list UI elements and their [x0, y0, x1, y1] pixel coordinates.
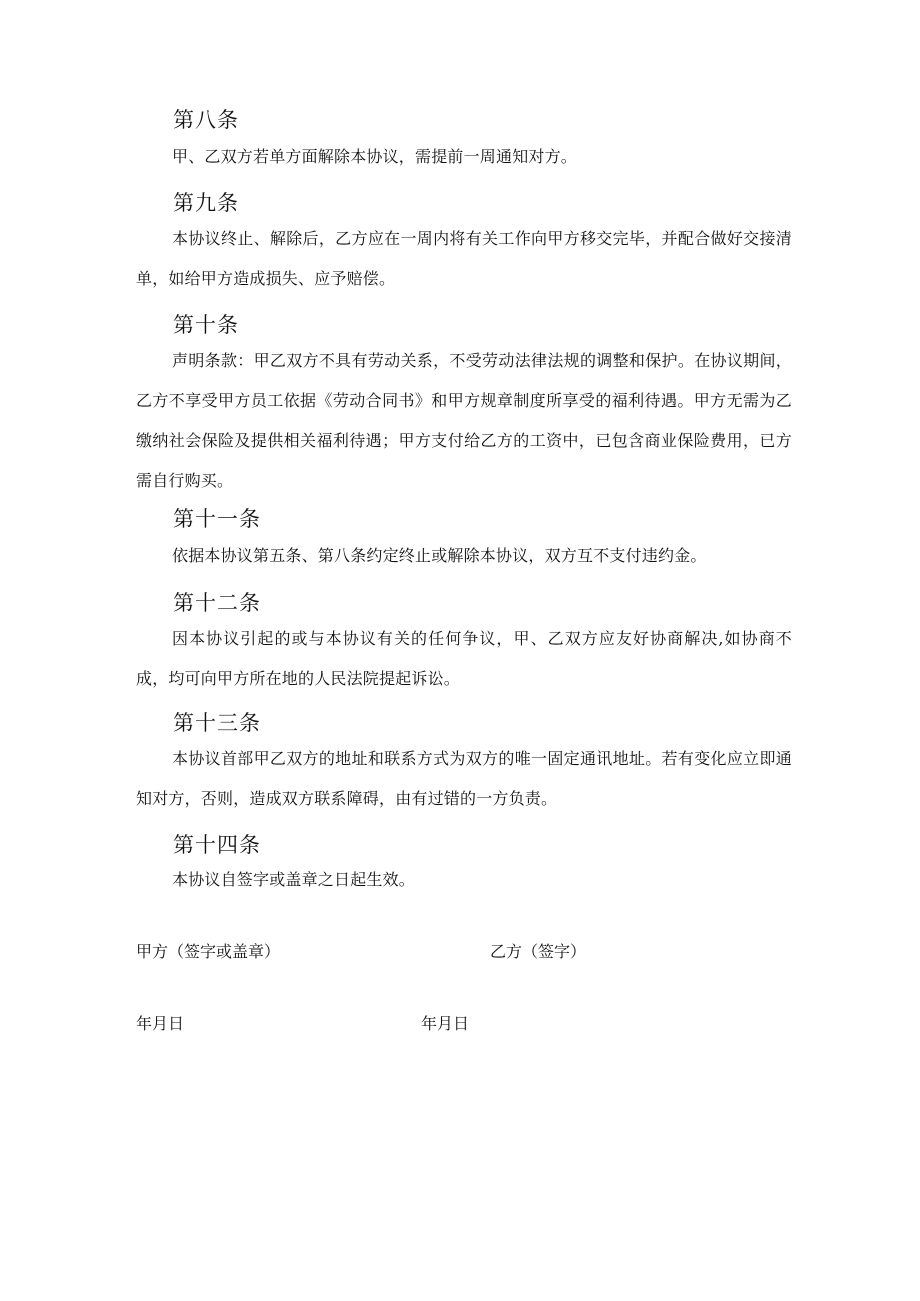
- party-b-date-label: 年月日: [421, 1014, 470, 1033]
- article-9-body: 本协议终止、解除后，乙方应在一周内将有关工作向甲方移交完毕，并配合做好交接清单，如给甲方造成损失、应予赔偿。: [136, 229, 792, 288]
- party-a-signature-label: 甲方（签字或盖章）: [136, 942, 281, 961]
- article-14-title: 第十四条: [173, 833, 261, 857]
- article-12-body: 因本协议引起的或与本协议有关的任何争议，甲、乙双方应友好协商解决,如协商不成，均可向甲方所在地的人民法院提起诉讼。: [136, 629, 792, 688]
- article-13-title: 第十三条: [173, 711, 261, 735]
- article-13-body: 本协议首部甲乙双方的地址和联系方式为双方的唯一固定通讯地址。若有变化应立即通知对方，否则，造成双方联系障碍，由有过错的一方负责。: [136, 749, 792, 808]
- article-11-body: 依据本协议第五条、第八条约定终止或解除本协议，双方互不支付违约金。: [172, 546, 707, 565]
- article-8-title: 第八条: [173, 108, 239, 132]
- party-b-signature-label: 乙方（签字）: [490, 942, 587, 961]
- article-10-title: 第十条: [173, 313, 239, 337]
- article-11-title: 第十一条: [173, 507, 261, 531]
- article-12-title: 第十二条: [173, 591, 261, 615]
- article-9-title: 第九条: [173, 191, 239, 215]
- article-14-body: 本协议自签字或盖章之日起生效。: [172, 870, 416, 889]
- article-8-body: 甲、乙双方若单方面解除本协议，需提前一周通知对方。: [172, 147, 578, 166]
- article-10-body: 声明条款：甲乙双方不具有劳动关系，不受劳动法律法规的调整和保护。在协议期间，乙方不享受甲方员工依据《劳动合同书》和甲方规章制度所享受的福利待遇。甲方无需为乙缴纳社会保险及提供相关福利待遇；甲方支付给乙方的工资中，已包含商业保险费用，已方需自行购买。: [136, 351, 792, 490]
- party-a-date-label: 年月日: [136, 1014, 185, 1033]
